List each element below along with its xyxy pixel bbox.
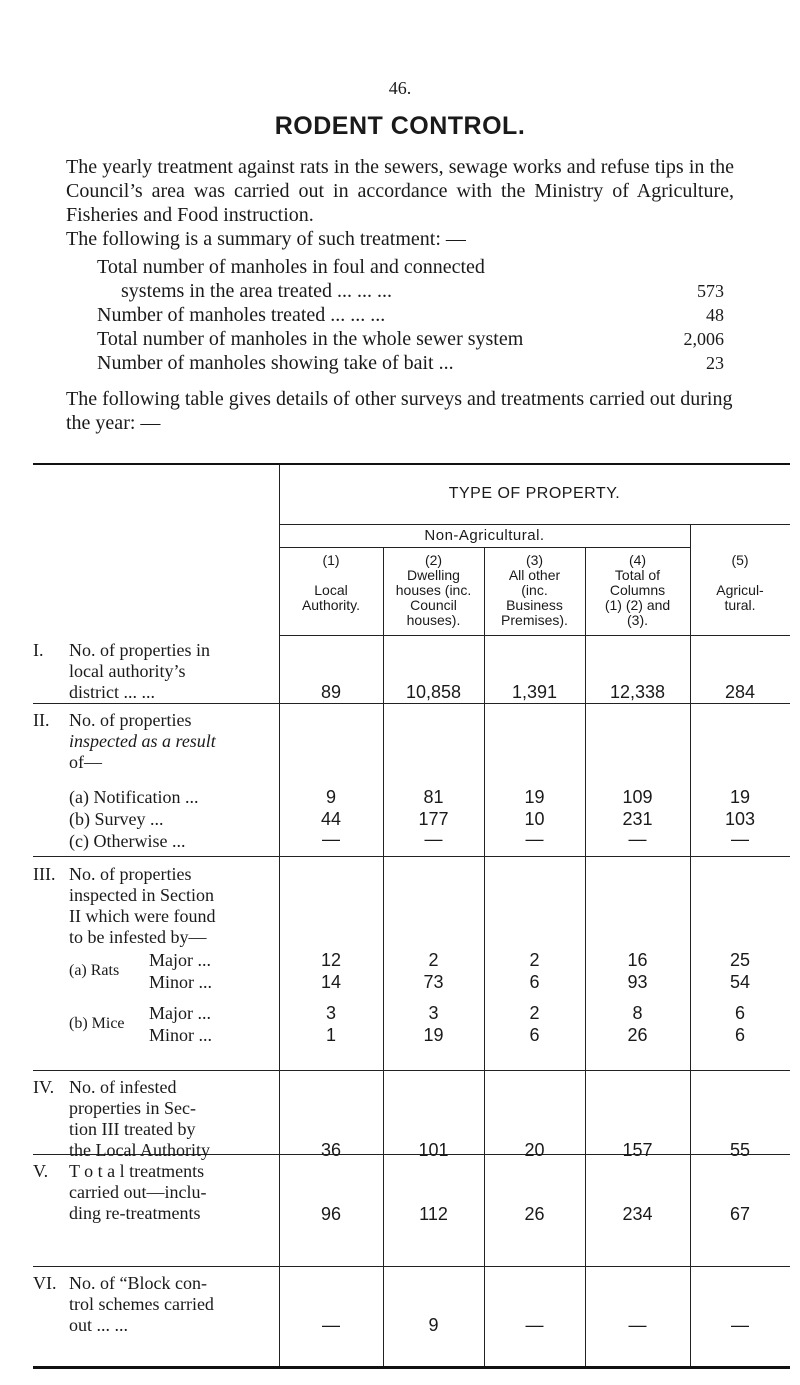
cell-value: 93	[627, 972, 648, 992]
cell-value: 10	[524, 809, 545, 829]
intro-text	[66, 155, 734, 251]
column-header-2: (2) Dwelling houses (inc. Council houses).	[395, 552, 472, 628]
cell-value: 55	[729, 1140, 751, 1160]
cell-value: 14	[320, 972, 342, 992]
cell-value: 19	[524, 787, 545, 807]
summary-item	[97, 351, 724, 375]
table-divider	[33, 1266, 790, 1267]
cell-value: 101	[418, 1140, 449, 1160]
summary-value: 2,006	[683, 329, 724, 349]
row-sub-label: (a) Notification ...	[69, 787, 199, 807]
summary-item	[97, 303, 724, 327]
cell-value: 2	[529, 1003, 540, 1023]
row-label-I: I. No. of properties in local authority’s district ... ...	[33, 640, 210, 702]
summary-label: Number of manholes showing take of bait ...	[97, 352, 454, 374]
cell-value: 36	[320, 1140, 342, 1160]
cell-value: 231	[622, 809, 653, 829]
cell-value: 12	[320, 950, 342, 970]
column-header-4: (4) Total of Columns (1) (2) and (3).	[604, 552, 671, 628]
cell-value: 26	[627, 1025, 648, 1045]
table-divider	[33, 703, 790, 704]
row-sub-label: (b) Survey ...	[69, 809, 164, 829]
cell-value: 89	[320, 682, 342, 702]
table-divider	[279, 635, 790, 636]
cell-value: 26	[524, 1204, 545, 1224]
cell-value: 6	[734, 1003, 745, 1023]
cell-value: 19	[729, 787, 751, 807]
group-prefix-mice: (b) Mice	[69, 1015, 125, 1032]
summary-value: 23	[706, 353, 724, 373]
cell-value: 1	[325, 1025, 336, 1045]
cell-value: —	[525, 1315, 544, 1335]
cell-value: 103	[724, 809, 756, 829]
column-header-1: (1) Local Authority.	[301, 552, 361, 613]
column-header-3: (3) All other (inc. Business Premises).	[501, 552, 568, 628]
table-top-rule	[33, 463, 790, 465]
table-divider	[33, 1070, 790, 1071]
row-sub-label: Minor ...	[149, 1025, 212, 1045]
cell-value: —	[628, 1315, 647, 1335]
followup-text	[66, 387, 734, 435]
cell-value: 96	[320, 1204, 342, 1224]
cell-value: —	[525, 829, 544, 849]
table-divider	[279, 524, 790, 525]
cell-value: 234	[622, 1204, 653, 1224]
property-table: TYPE OF PROPERTY. Non-Agricultural. (1) Local Authority. (2) Dwelling houses (inc. Council houses). (3) All other (inc. Business Premises). (4) Total of Columns (1) (2) and (3). (5) Agricul- tural. I. No. of properties in local authority’s district ... ... 89 10,858 1,391 12,338 284 II. No. of properties inspected as a result of— (a) Notification ... (b) Survey ... (c) Otherwise ... 9 81 19 109 19 44 177 10 231 103 — — — — — III. No. of properties inspected in Section II which were found to be infested by— (a) Rats Major ... Minor ... 12 2 2 16 25 14 73 6 93 54 (b) Mice Major ... Minor ... 3 3 2 8 6 1 19 6 26 6 IV. No. of infested properties in Sec- tion III treated by the Local Authority 36 101 20 157 55 V. T o t a l treatments carried out—inclu- ding re-treatments 96 112 26 234 67 VI. No. of “Block con- trol schemes carried out ... ... — 9 — — —	[33, 463, 790, 1369]
summary-value: 48	[706, 305, 724, 325]
cell-value: 109	[622, 787, 653, 807]
table-divider	[33, 856, 790, 857]
cell-value: 112	[419, 1204, 448, 1224]
table-bottom-rule	[33, 1366, 790, 1369]
cell-value: 20	[524, 1140, 545, 1160]
cell-value: 19	[423, 1025, 444, 1045]
cell-value: 6	[529, 972, 540, 992]
cell-value: 10,858	[405, 682, 462, 702]
cell-value: —	[322, 829, 340, 849]
cell-value: 16	[627, 950, 648, 970]
cell-value: 3	[325, 1003, 336, 1023]
cell-value: —	[424, 829, 443, 849]
cell-value: 177	[418, 809, 449, 829]
summary-list	[97, 255, 724, 375]
summary-label: Total number of manholes in the whole sewer system	[97, 328, 524, 350]
cell-value: 1,391	[511, 682, 558, 702]
row-sub-label: (c) Otherwise ...	[69, 831, 186, 851]
header-non-agricultural: Non-Agricultural.	[424, 527, 545, 544]
cell-value: 67	[729, 1204, 751, 1224]
cell-value: 284	[724, 682, 756, 702]
summary-label-line2: systems in the area treated ... ... ...	[121, 280, 393, 302]
cell-value: 6	[529, 1025, 540, 1045]
group-prefix-rats: (a) Rats	[69, 962, 120, 979]
cell-value: 25	[729, 950, 751, 970]
cell-value: 2	[428, 950, 439, 970]
cell-value: 157	[622, 1140, 653, 1160]
page-number: 46.	[388, 78, 412, 98]
column-header-5: (5) Agricul- tural.	[716, 552, 764, 613]
cell-value: 12,338	[609, 682, 666, 702]
header-type-of-property: TYPE OF PROPERTY.	[448, 485, 621, 502]
cell-value: —	[731, 829, 749, 849]
intro-lead: The following is a summary of such treatment: —	[66, 228, 466, 250]
row-sub-label: Minor ...	[149, 972, 212, 992]
cell-value: —	[322, 1315, 340, 1335]
cell-value: 81	[423, 787, 444, 807]
table-divider	[690, 524, 691, 1366]
cell-value: 54	[729, 972, 751, 992]
cell-value: 73	[423, 972, 444, 992]
row-sub-label: Major ...	[149, 950, 211, 970]
cell-value: 9	[325, 787, 336, 807]
cell-value: 8	[632, 1003, 643, 1023]
cell-value: 44	[320, 809, 342, 829]
cell-value: 6	[734, 1025, 745, 1045]
followup-paragraph: The following table gives details of other surveys and treatments carried out during the year: —	[66, 388, 733, 434]
intro-paragraph: The yearly treatment against rats in the sewers, sewage works and refuse tips in the Council’s area was carried out in accordance with the Ministry of Agriculture, Fisheries and Food instruction.	[66, 156, 734, 226]
cell-value: 3	[428, 1003, 439, 1023]
summary-value: 573	[697, 281, 724, 301]
row-sub-label: Major ...	[149, 1003, 211, 1023]
cell-value: —	[731, 1315, 749, 1335]
summary-item	[97, 255, 724, 303]
cell-value: 9	[428, 1315, 439, 1335]
cell-value: 2	[529, 950, 540, 970]
summary-label-line1: Total number of manholes in foul and connected	[97, 256, 485, 278]
summary-item	[97, 327, 724, 351]
page-title: RODENT CONTROL.	[274, 112, 526, 140]
summary-label: Number of manholes treated ... ... ...	[97, 304, 386, 326]
cell-value: —	[628, 829, 647, 849]
